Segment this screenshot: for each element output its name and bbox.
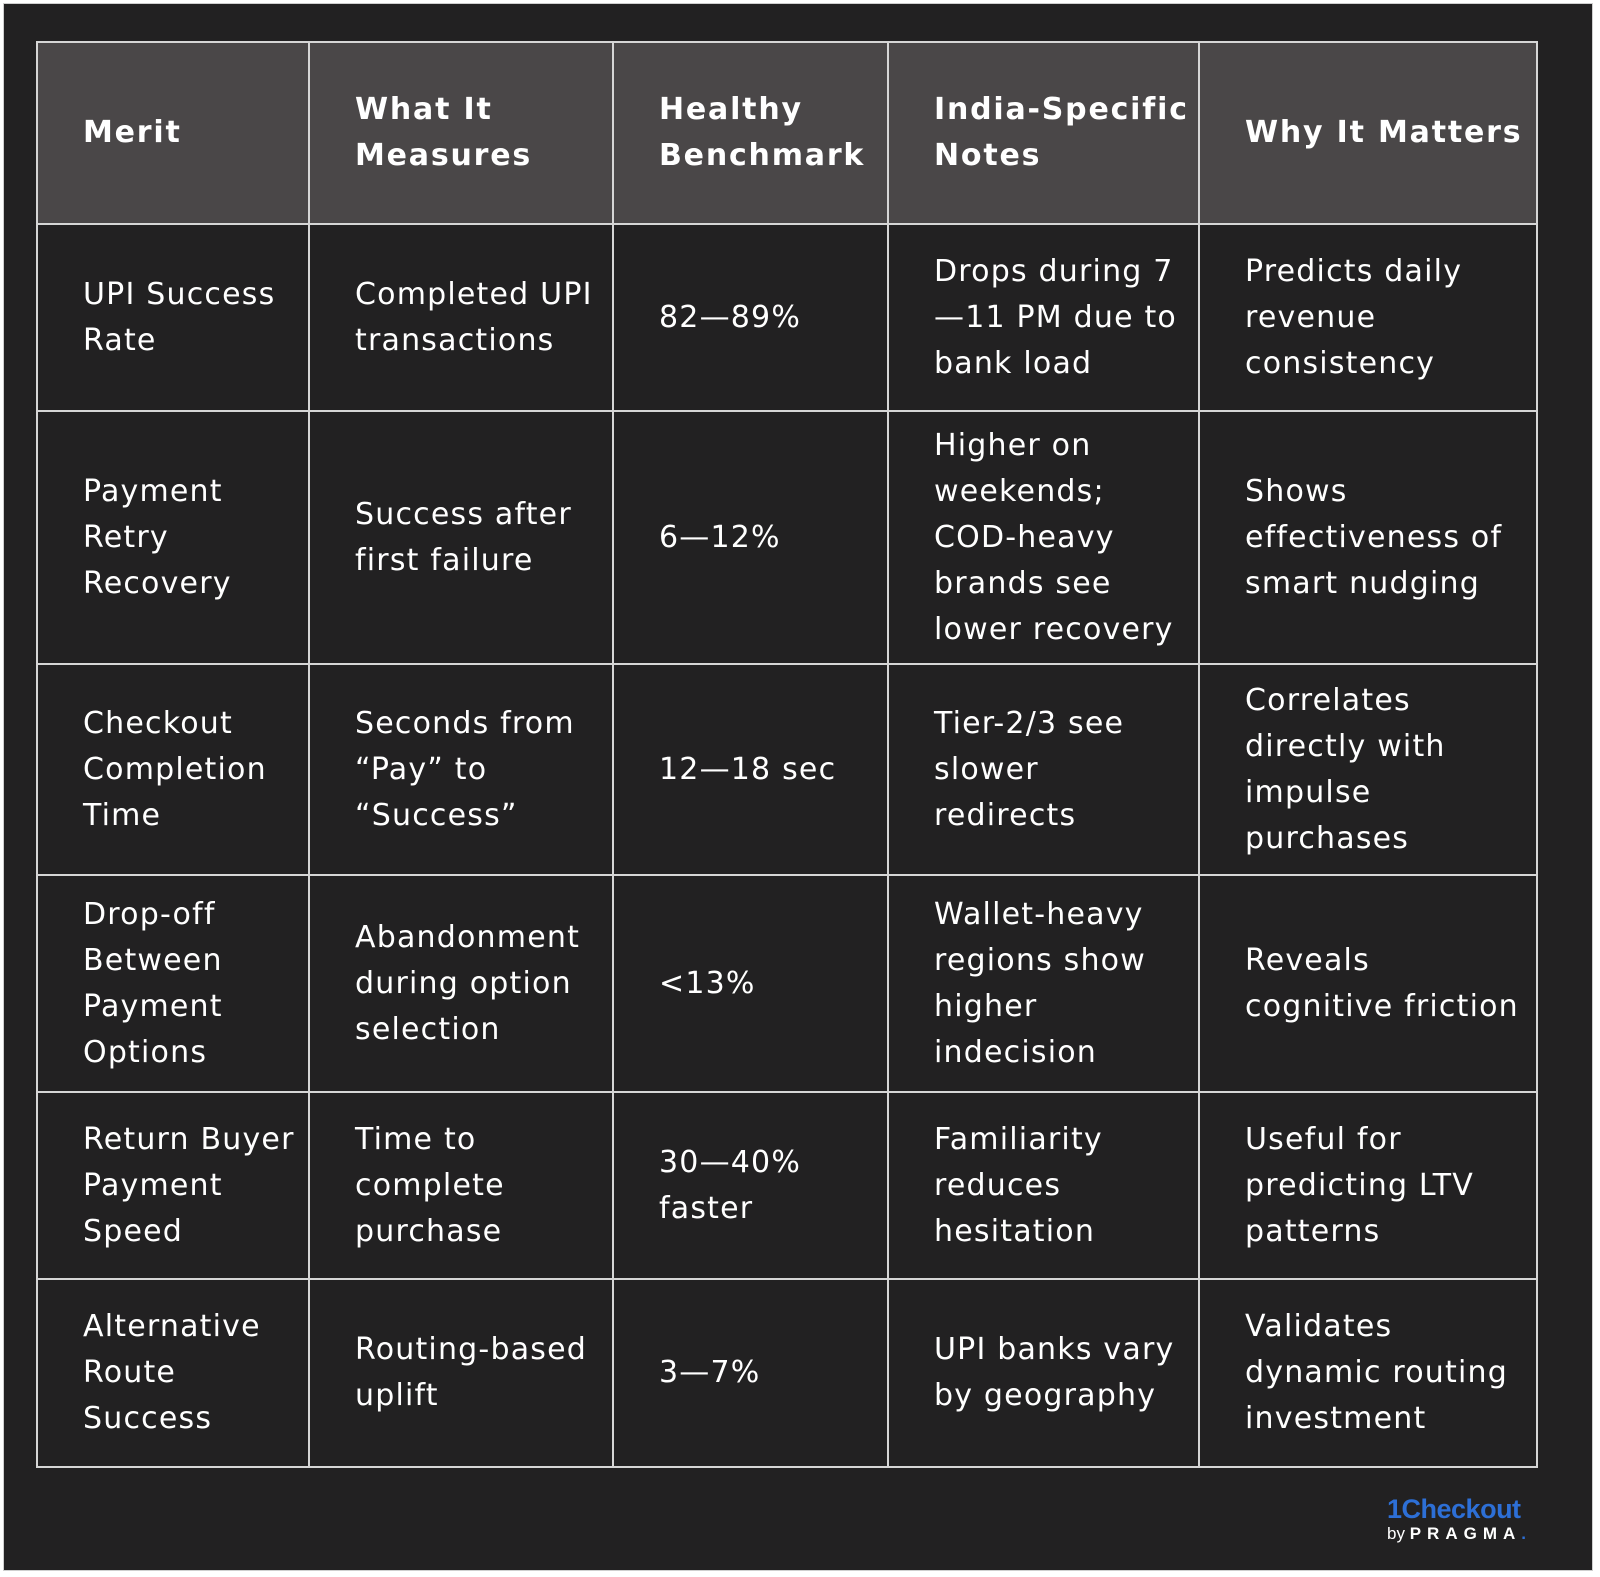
logo-by: by (1387, 1524, 1410, 1543)
cell-why: Validates dynamic routing investment (1199, 1279, 1537, 1467)
cell-notes: Familiarity reduces hesitation (888, 1092, 1199, 1279)
cell-benchmark: 3—7% (613, 1279, 888, 1467)
table-row (37, 1279, 1537, 1467)
cell-notes: Wallet-heavy regions show higher indecision (888, 875, 1199, 1092)
cell-notes: UPI banks vary by geography (888, 1279, 1199, 1467)
header-why-it-matters: Why It Matters (1199, 42, 1537, 224)
cell-why: Useful for predicting LTV patterns (1199, 1092, 1537, 1279)
header-merit: Merit (37, 42, 309, 224)
header-row (37, 42, 1537, 224)
table-row (37, 1092, 1537, 1279)
logo-brand: PRAGMA (1409, 1524, 1522, 1543)
header-india-specific-notes: India-Specific Notes (888, 42, 1199, 224)
cell-measures: Success after first failure (309, 411, 613, 664)
cell-merit: Payment Retry Recovery (37, 411, 309, 664)
table-row (37, 411, 1537, 664)
cell-why: Predicts daily revenue consistency (1199, 224, 1537, 411)
cell-merit: UPI Success Rate (37, 224, 309, 411)
cell-notes: Drops during 7—11 PM due to bank load (888, 224, 1199, 411)
cell-benchmark: 30—40% faster (613, 1092, 888, 1279)
brand-logo (1387, 1494, 1526, 1544)
metrics-table (36, 41, 1538, 1468)
cell-notes: Higher on weekends; COD-heavy brands see lower recovery (888, 411, 1199, 664)
cell-benchmark: 12—18 sec (613, 664, 888, 875)
page-frame (3, 3, 1593, 1571)
cell-notes: Tier-2/3 see slower redirects (888, 664, 1199, 875)
cell-measures: Abandonment during option selection (309, 875, 613, 1092)
table-row (37, 664, 1537, 875)
cell-benchmark: 6—12% (613, 411, 888, 664)
logo-byline (1387, 1524, 1526, 1544)
cell-measures: Completed UPI transactions (309, 224, 613, 411)
cell-merit: Checkout Completion Time (37, 664, 309, 875)
cell-measures: Seconds from “Pay” to “Success” (309, 664, 613, 875)
cell-measures: Time to complete purchase (309, 1092, 613, 1279)
cell-merit: Return Buyer Payment Speed (37, 1092, 309, 1279)
cell-why: Shows effectiveness of smart nudging (1199, 411, 1537, 664)
cell-merit: Alternative Route Success (37, 1279, 309, 1467)
cell-benchmark: <13% (613, 875, 888, 1092)
table-row (37, 875, 1537, 1092)
logo-dot: . (1521, 1524, 1526, 1543)
header-what-it-measures: What It Measures (309, 42, 613, 224)
cell-why: Correlates directly with impulse purchases (1199, 664, 1537, 875)
header-healthy-benchmark: Healthy Benchmark (613, 42, 888, 224)
cell-benchmark: 82—89% (613, 224, 888, 411)
cell-why: Reveals cognitive friction (1199, 875, 1537, 1092)
cell-measures: Routing-based uplift (309, 1279, 613, 1467)
cell-merit: Drop-off Between Payment Options (37, 875, 309, 1092)
logo-wordmark: 1Checkout (1387, 1494, 1521, 1524)
table-row (37, 224, 1537, 411)
